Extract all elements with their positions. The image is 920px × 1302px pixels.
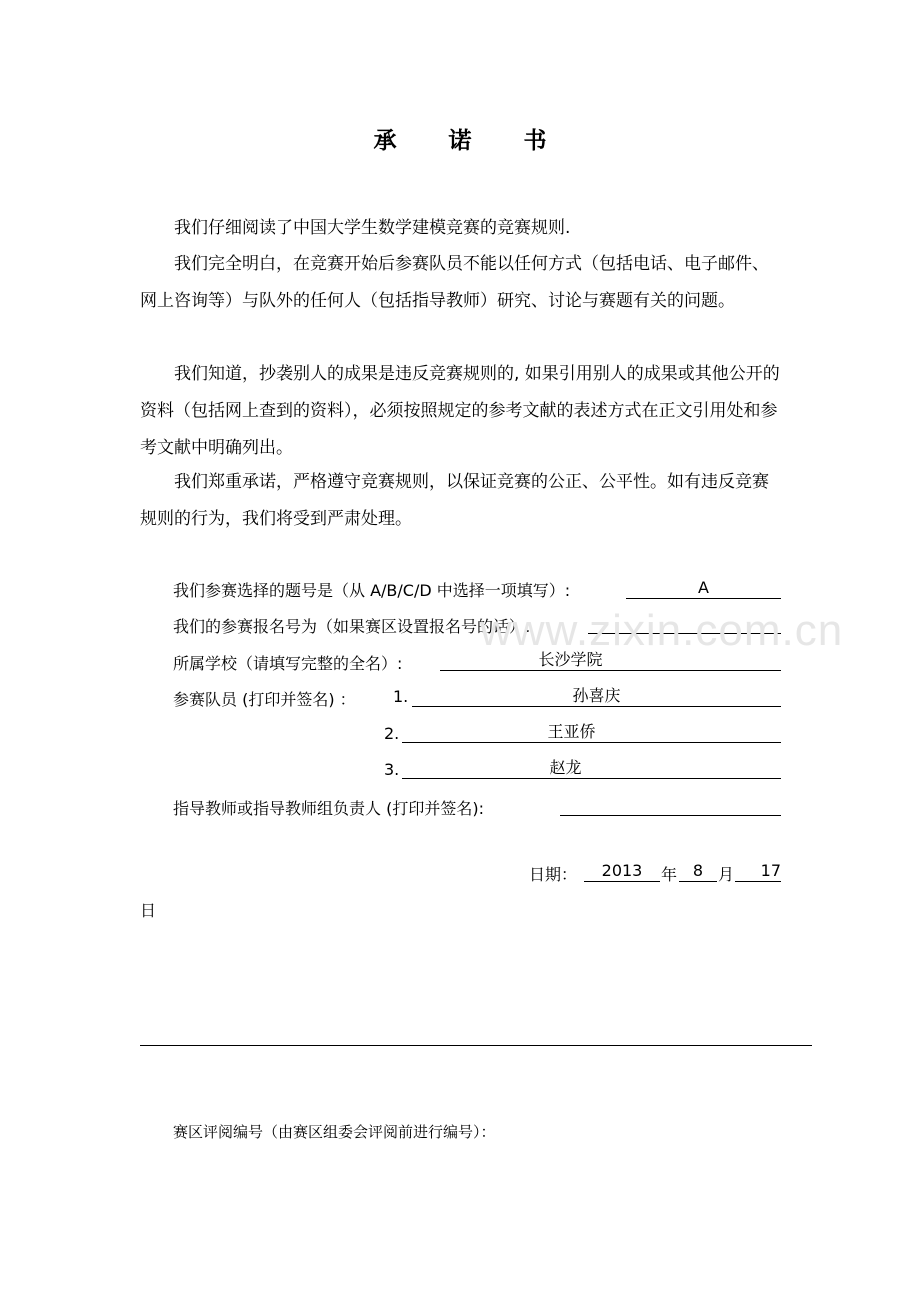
date-day-field[interactable]: 17	[735, 861, 781, 882]
paragraph-1-text: 我们仔细阅读了中国大学生数学建模竞赛的竞赛规则.	[174, 218, 571, 238]
paragraph-3-text: 我们知道，抄袭别人的成果是违反竞赛规则的, 如果引用别人的成果或其他公开的资料（包括网上查到的资料），必须按照规定的参考文献的表述方式在正文引用处和参考文献中明确列出。	[140, 364, 780, 458]
member-2-number: 2.	[384, 724, 400, 743]
paragraph-3	[140, 356, 782, 467]
member-2-name: 王亚侨	[547, 722, 596, 741]
member-3-field[interactable]	[402, 758, 781, 779]
date-year-field[interactable]: 2013	[584, 861, 660, 882]
advisor-label: 指导教师或指导教师组负责人 (打印并签名):	[173, 799, 484, 818]
school-label: 所属学校（请填写完整的全名）:	[173, 654, 403, 673]
date-year-unit: 年	[661, 865, 678, 884]
paragraph-2	[140, 246, 782, 320]
date-day-unit: 日	[140, 901, 157, 920]
members-label: 参赛队员 (打印并签名) ：	[173, 690, 356, 709]
regnum-label: 我们的参赛报名号为（如果赛区设置报名号的话）:	[173, 617, 531, 636]
paragraph-1	[140, 210, 782, 247]
problem-label: 我们参赛选择的题号是（从 A/B/C/D 中选择一项填写）:	[173, 581, 571, 600]
date-label: 日期：	[529, 865, 578, 884]
review-number-label: 赛区评阅编号（由赛区组委会评阅前进行编号）：	[173, 1123, 496, 1141]
document-title: 承 诺 书	[373, 128, 569, 154]
member-3-number: 3.	[384, 760, 400, 779]
member-3-name: 赵龙	[549, 758, 582, 777]
school-value: 长沙学院	[538, 650, 603, 669]
member-1-field[interactable]: 孙喜庆	[412, 686, 781, 707]
separator-line	[140, 1045, 812, 1046]
problem-field[interactable]: A	[626, 578, 781, 599]
watermark: www.zixin.com.cn	[480, 606, 844, 655]
date-month-field[interactable]: 8	[679, 861, 717, 882]
date-month-unit: 月	[718, 865, 735, 884]
advisor-field[interactable]	[560, 795, 781, 816]
member-2-field[interactable]	[402, 722, 781, 743]
paragraph-4	[140, 464, 782, 538]
paragraph-2-text: 我们完全明白，在竞赛开始后参赛队员不能以任何方式（包括电话、电子邮件、网上咨询等）与队外的任何人（包括指导教师）研究、讨论与赛题有关的问题。	[140, 254, 769, 311]
member-1-number: 1.	[393, 687, 409, 706]
paragraph-4-text: 我们郑重承诺，严格遵守竞赛规则，以保证竞赛的公正、公平性。如有违反竞赛规则的行为，我们将受到严肃处理。	[140, 472, 769, 529]
